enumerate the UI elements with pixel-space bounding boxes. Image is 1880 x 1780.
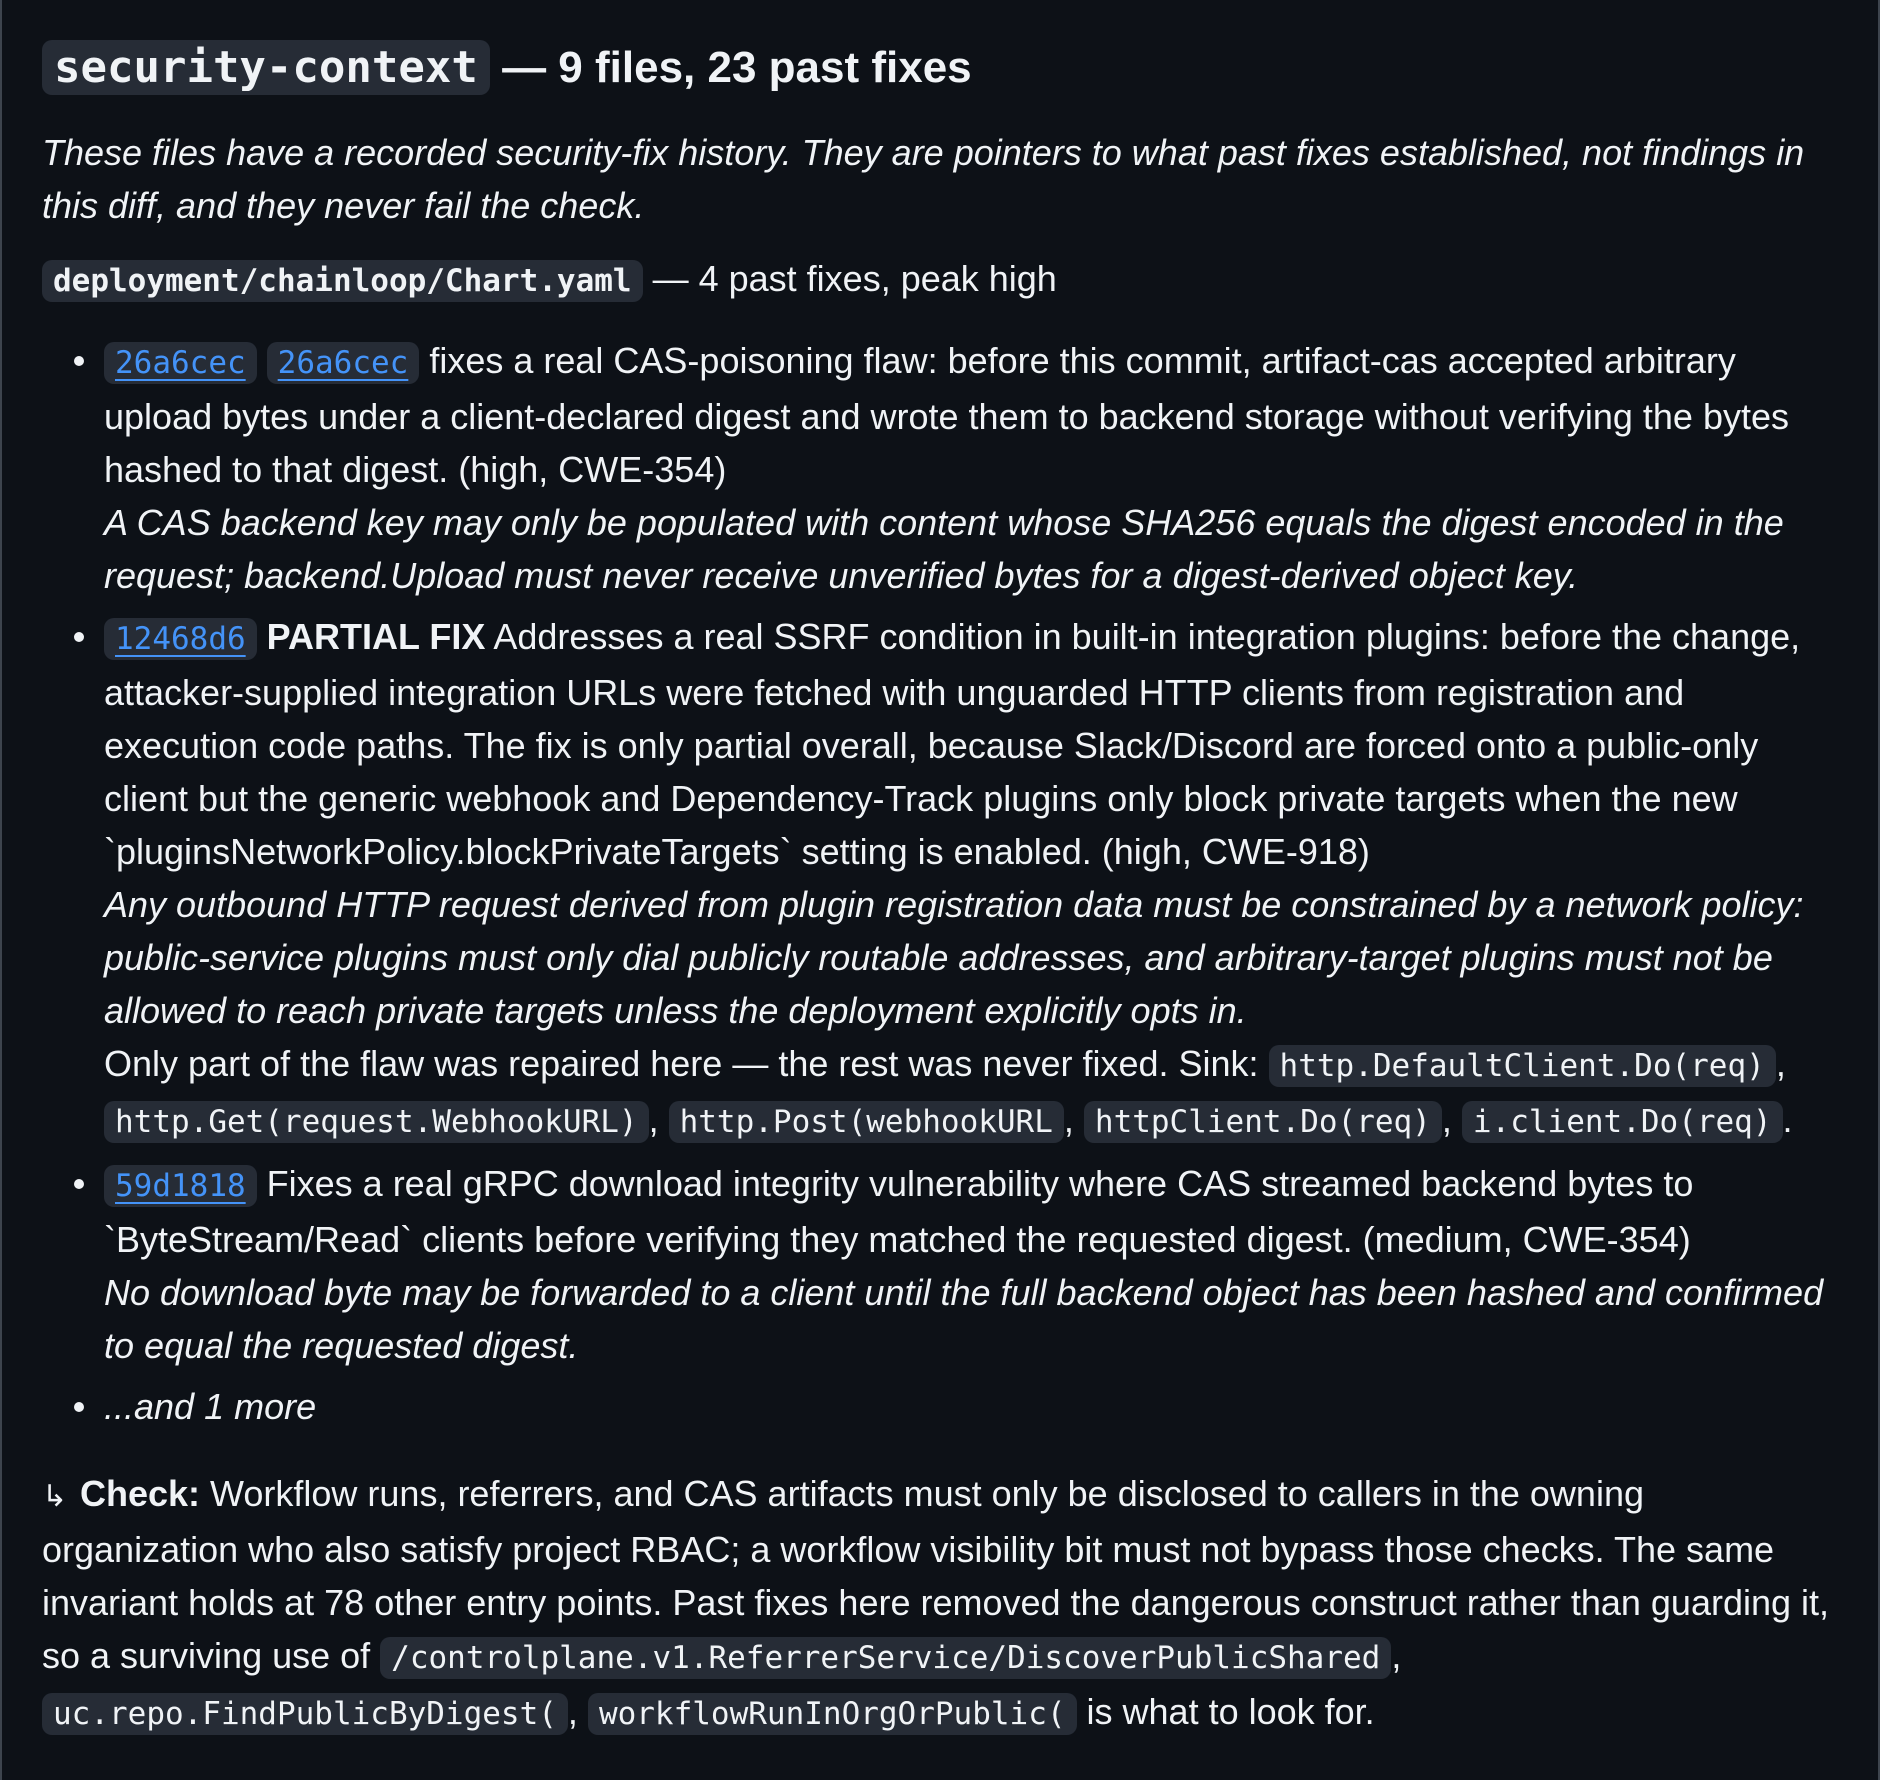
sink-line: Only part of the flaw was repaired here — the rest was never fixed. Sink: http.DefaultClient.Do(req) , http.Get(request.WebhookURL) , http.Post(webhookURL , httpClient.Do(req) , i.client.Do(req) . xyxy=(104,1037,1838,1149)
check-paragraph: ↳ Check: Workflow runs, referrers, and CAS artifacts must only be disclosed to callers in the owning organization who also satisfy project RBAC; a workflow visibility bit must not bypass those checks. The same invariant holds at 78 other entry points. Past fixes here removed the dangerous construct rather than guarding it, so a surviving use of /controlplane.v1.ReferrerService/DiscoverPublicShared , uc.repo.FindPublicByDigest( , workflowRunInOrgOrPublic( is what to look for. xyxy=(42,1467,1838,1741)
fix-list xyxy=(42,334,1838,1433)
check-label: Check: xyxy=(80,1473,201,1514)
intro-text: These files have a recorded security-fix history. They are pointers to what past fixes established, not findings in this diff, and they never fail the check. xyxy=(42,132,1805,226)
commit-sha-code xyxy=(104,618,257,660)
commit-sha-code xyxy=(267,342,420,384)
section-heading xyxy=(42,28,1838,108)
sink-prefix: Only part of the flaw was repaired here — the rest was never fixed. Sink: xyxy=(104,1043,1269,1084)
more-fixes-item: ...and 1 more xyxy=(104,1380,1838,1433)
fix-invariant: Any outbound HTTP request derived from plugin registration data must be constrained by a network policy: public-service plugins must only dial publicly routable addresses, and arbitrary-target plugins must not be allowed to reach private targets unless the deployment explicitly opts in. xyxy=(104,884,1804,1031)
file-summary: — 4 past fixes, peak high xyxy=(652,258,1057,299)
sink-code: http.Get(request.WebhookURL) xyxy=(104,1101,649,1143)
check-text: Workflow runs, referrers, and CAS artifacts must only be disclosed to callers in the owning organization who also satisfy project RBAC; a workflow visibility bit must not bypass those checks. The same invariant holds at 78 other entry points. Past fixes here removed the dangerous construct rather than guarding it, so a surviving use of xyxy=(42,1473,1830,1676)
sink-code: workflowRunInOrgOrPublic( xyxy=(588,1693,1077,1735)
commit-link[interactable]: 12468d6 xyxy=(115,621,246,657)
fix-item xyxy=(104,610,1838,1149)
sink-code: /controlplane.v1.ReferrerService/DiscoverPublicShared xyxy=(380,1637,1391,1679)
commit-sha-code xyxy=(104,1165,257,1207)
fix-invariant: A CAS backend key may only be populated with content whose SHA256 equals the digest encoded in the request; backend.Upload must never receive unverified bytes for a digest-derived object key. xyxy=(104,502,1784,596)
fix-item xyxy=(104,334,1838,602)
commit-link[interactable]: 26a6cec xyxy=(277,345,409,381)
sink-code: uc.repo.FindPublicByDigest( xyxy=(42,1693,568,1735)
commit-sha-code xyxy=(104,342,257,384)
file-path: deployment/chainloop/Chart.yaml xyxy=(42,260,643,302)
check-tail: is what to look for. xyxy=(1076,1691,1375,1732)
commit-link[interactable]: 26a6cec xyxy=(115,345,246,381)
commit-link[interactable]: 59d1818 xyxy=(115,1168,246,1204)
file-entry xyxy=(42,252,1838,308)
section-name: security-context xyxy=(42,40,490,95)
section-summary: — 9 files, 23 past fixes xyxy=(502,43,972,92)
fix-item xyxy=(104,1157,1838,1372)
partial-fix-label: PARTIAL FIX xyxy=(266,616,486,657)
fix-description: fixes a real CAS-poisoning flaw: before this commit, artifact-cas accepted arbitrary upload bytes under a client-declared digest and wrote them to backend storage without verifying the bytes hashed to that digest. (high, CWE-354) xyxy=(104,340,1790,490)
fix-invariant: No download byte may be forwarded to a client until the full backend object has been hashed and confirmed to equal the requested digest. xyxy=(104,1272,1824,1366)
fix-description: Fixes a real gRPC download integrity vulnerability where CAS streamed backend bytes to `ByteStream/Read` clients before verifying they matched the requested digest. (medium, CWE-354) xyxy=(104,1163,1694,1260)
sink-code: http.DefaultClient.Do(req) xyxy=(1269,1045,1776,1087)
sink-code: httpClient.Do(req) xyxy=(1084,1101,1442,1143)
sink-code: http.Post(webhookURL xyxy=(669,1101,1064,1143)
fix-description: Addresses a real SSRF condition in built-in integration plugins: before the change, attacker-supplied integration URLs were fetched with unguarded HTTP clients from registration and execution code paths. The fix is only partial overall, because Slack/Discord are forced onto a public-only client but the generic webhook and Dependency-Track plugins only block private targets when the new `pluginsNetworkPolicy.blockPrivateTargets` setting is enabled. (high, CWE-918) xyxy=(104,616,1801,872)
return-arrow-icon: ↳ xyxy=(42,1479,68,1514)
sink-code: i.client.Do(req) xyxy=(1462,1101,1783,1143)
